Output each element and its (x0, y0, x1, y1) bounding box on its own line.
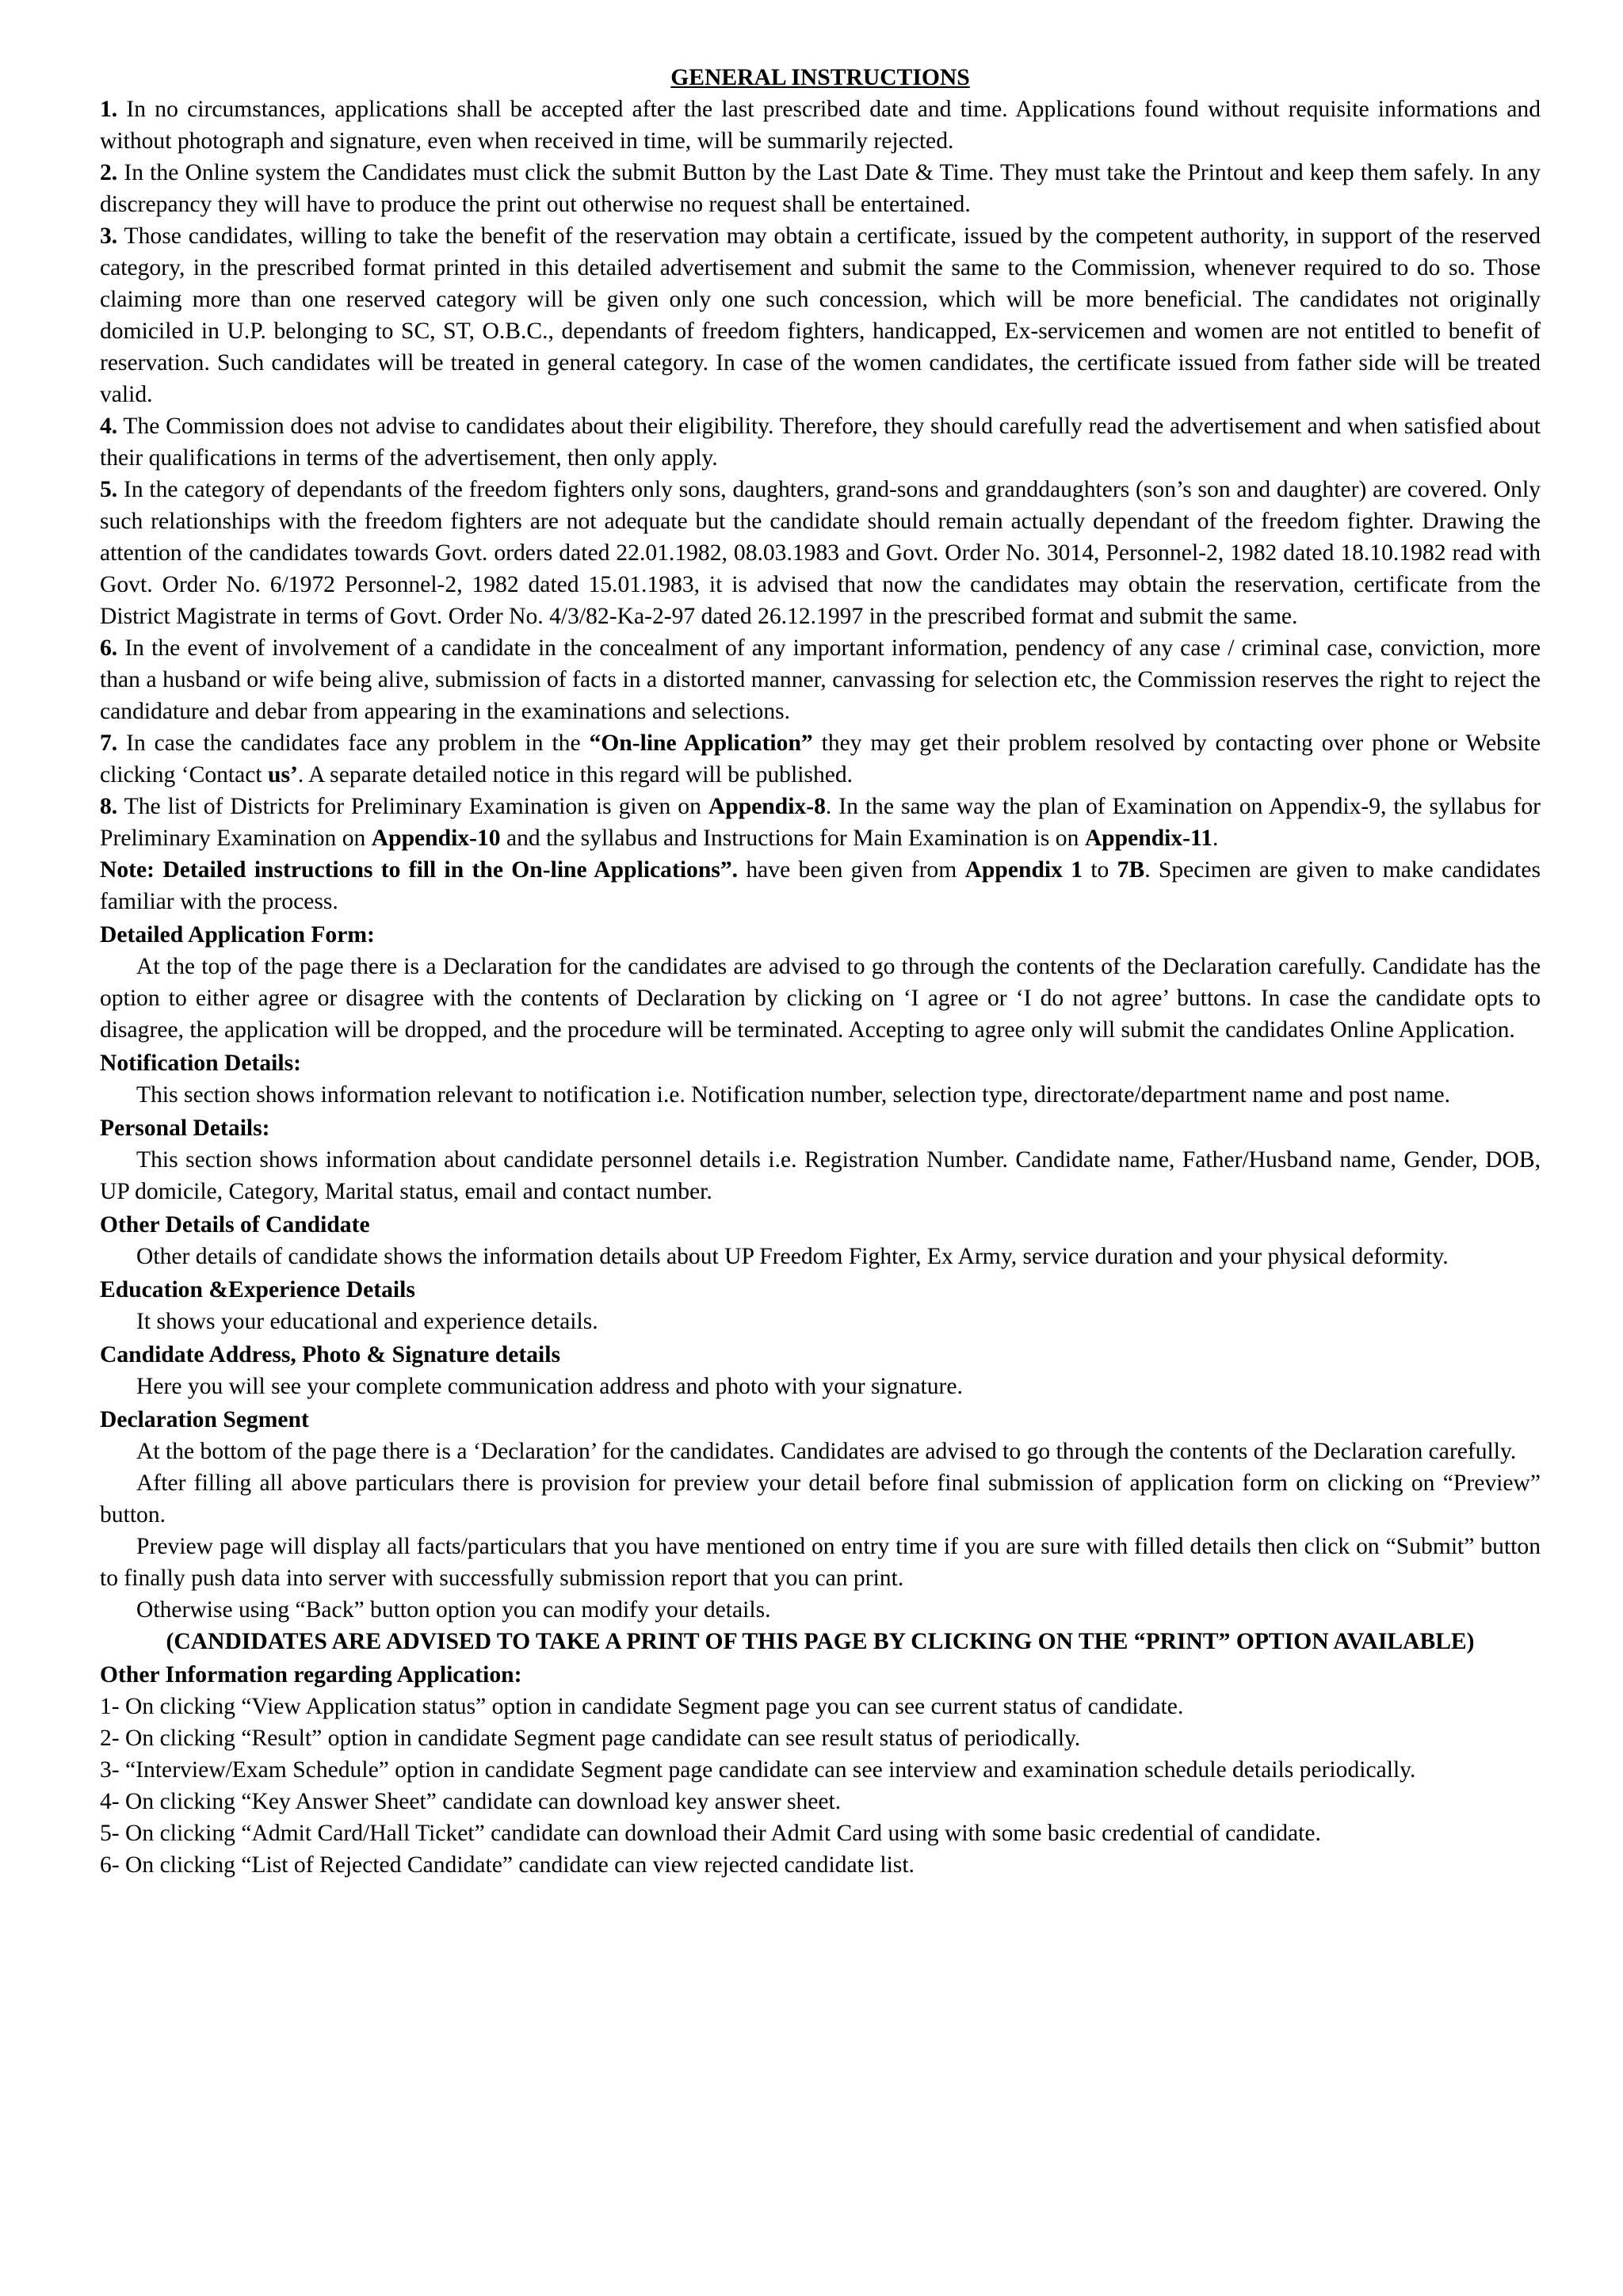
instruction-item-5 (100, 474, 1541, 632)
item-number: 5. (100, 477, 118, 502)
instruction-item-7 (100, 727, 1541, 791)
item-text: In no circumstances, applications shall be accepted after the last prescribed date and time. Applications found without requisite informations and without photograph and signature, even when received in time, will be summarily rejected. (100, 97, 1541, 154)
document-content (100, 62, 1541, 1881)
document-title: GENERAL INSTRUCTIONS (670, 65, 970, 90)
section-text: This section shows information about candidate personnel details i.e. Registration Number. Candidate name, Father/Husband name, Gender, DOB, UP domicile, Category, Marital status, email and contact number. (100, 1147, 1541, 1204)
item-text: and the syllabus and Instructions for Main Examination is on (500, 826, 1085, 851)
other-info-item: 4- On clicking “Key Answer Sheet” candidate can download key answer sheet. (100, 1789, 842, 1814)
declaration-text: Otherwise using “Back” button option you can modify your details. (136, 1597, 771, 1623)
note-text: to (1083, 857, 1117, 883)
declaration-text: At the bottom of the page there is a ‘Declaration’ for the candidates. Candidates are advised to go through the contents of the Declaration carefully. (136, 1439, 1517, 1464)
instruction-item-3 (100, 220, 1541, 410)
note-text: have been given from (738, 857, 965, 883)
item-text: In the event of involvement of a candidate in the concealment of any important information, pendency of any case / criminal case, conviction, more than a husband or wife being alive, submission of facts in a distorted manner, canvassing for selection etc, the Commission reserves the right to reject the candidature and debar from appearing in the examinations and selections. (100, 635, 1541, 724)
instruction-item-6 (100, 632, 1541, 727)
item-text: In the category of dependants of the freedom fighters only sons, daughters, grand-sons and granddaughters (son’s son and daughter) are covered. Only such relationships with the freedom fighters are not adequate but the candidate should remain actually dependant of the freedom fighter. Drawing the attention of the candidates towards Govt. orders dated 22.01.1982, 08.03.1983 and Govt. Order No. 3014, Personnel-2, 1982 dated 18.10.1982 read with Govt. Order No. 6/1972 Personnel-2, 1982 dated 15.01.1983, it is advised that now the candidates may obtain the reservation, certificate from the District Magistrate in terms of Govt. Order No. 4/3/82-Ka-2-97 dated 26.12.1997 in the prescribed format and submit the same. (100, 477, 1541, 629)
item-text: they may get their problem resolved by contacting over phone or Website clicking ‘Contact (100, 730, 1541, 788)
section-heading: Personal Details: (100, 1116, 270, 1141)
print-advice: (CANDIDATES ARE ADVISED TO TAKE A PRINT OF THIS PAGE BY CLICKING ON THE “PRINT” OPTION AVAILABLE) (166, 1629, 1475, 1654)
note-paragraph (100, 854, 1541, 917)
other-info-item: 3- “Interview/Exam Schedule” option in candidate Segment page candidate can see interview and examination schedule details periodically. (100, 1757, 1416, 1783)
item-number: 7. (100, 730, 118, 756)
declaration-text: Preview page will display all facts/particulars that you have mentioned on entry time if you are sure with filled details then click on “Submit” button to finally push data into server with successfully submission report that you can print. (100, 1534, 1541, 1591)
item-text: The Commission does not advise to candidates about their eligibility. Therefore, they should carefully read the advertisement and when satisfied about their qualifications in terms of the advertisement, then only apply. (100, 414, 1541, 471)
other-info-item: 2- On clicking “Result” option in candidate Segment page candidate can see result status of periodically. (100, 1726, 1081, 1751)
item-number: 6. (100, 635, 118, 661)
item-text: In case the candidates face any problem in the (117, 730, 590, 756)
section-text: Here you will see your complete communication address and photo with your signature. (136, 1374, 963, 1399)
appendix-ref: Appendix-10 (371, 826, 501, 851)
section-text: At the top of the page there is a Declaration for the candidates are advised to go through the contents of the Declaration carefully. Candidate has the option to either agree or disagree with the contents of Declaration by clicking on ‘I agree or ‘I do not agree’ buttons. In case the candidate opts to disagree, the application will be dropped, and the procedure will be terminated. Accepting to agree only will submit the candidates Online Application. (100, 954, 1541, 1043)
other-info-item: 5- On clicking “Admit Card/Hall Ticket” candidate can download their Admit Card using with some basic credential of candidate. (100, 1821, 1321, 1846)
contact-us-label: us’ (268, 762, 298, 788)
appendix-ref: Appendix-11 (1084, 826, 1212, 851)
declaration-heading: Declaration Segment (100, 1407, 309, 1432)
declaration-text: After filling all above particulars there is provision for preview your detail before final submission of application form on clicking on “Preview” button. (100, 1470, 1541, 1527)
instruction-item-1 (100, 93, 1541, 157)
section-heading: Education &Experience Details (100, 1277, 415, 1302)
section-text: Other details of candidate shows the information details about UP Freedom Fighter, Ex Army, service duration and your physical deformity. (136, 1244, 1449, 1269)
note-text: . Specimen are given to make candidates familiar with the process. (100, 857, 1541, 914)
instruction-item-4 (100, 410, 1541, 474)
other-info-item: 1- On clicking “View Application status” option in candidate Segment page you can see current status of candidate. (100, 1694, 1184, 1719)
item-number: 3. (100, 223, 118, 249)
item-number: 8. (100, 794, 118, 819)
other-info-item: 6- On clicking “List of Rejected Candidate” candidate can view rejected candidate list. (100, 1852, 915, 1878)
item-number: 1. (100, 97, 118, 122)
item-text: In the Online system the Candidates must click the submit Button by the Last Date & Time. They must take the Printout and keep them safely. In any discrepancy they will have to produce the print out otherwise no request shall be entertained. (100, 160, 1541, 217)
item-text: . A separate detailed notice in this regard will be published. (297, 762, 854, 788)
item-number: 4. (100, 414, 118, 439)
section-text: This section shows information relevant to notification i.e. Notification number, selection type, directorate/department name and post name. (136, 1082, 1451, 1108)
item-text: Those candidates, willing to take the benefit of the reservation may obtain a certificate, issued by the competent authority, in support of the reserved category, in the prescribed format printed in this detailed advertisement and submit the same to the Commission, whenever required to do so. Those claiming more than one reserved category will be given only one such concession, which will be more beneficial. The candidates not originally domiciled in U.P. belonging to SC, ST, O.B.C., dependants of freedom fighters, handicapped, Ex-servicemen and women are not entitled to benefit of reservation. Such candidates will be treated in general category. In case of the women candidates, the certificate issued from father side will be treated valid. (100, 223, 1541, 407)
item-text: . (1212, 826, 1219, 851)
instruction-item-2 (100, 157, 1541, 220)
item-text: The list of Districts for Preliminary Examination is given on (117, 794, 708, 819)
online-application-label: “On-line Application” (589, 730, 813, 756)
section-heading: Other Details of Candidate (100, 1212, 370, 1238)
item-text: . In the same way the plan of Examination on Appendix-9, the syllabus for Preliminary Examination on (100, 794, 1541, 851)
appendix-ref: Appendix-8 (708, 794, 826, 819)
section-heading: Detailed Application Form: (100, 922, 375, 948)
appendix-ref: 7B (1117, 857, 1145, 883)
appendix-ref: Appendix 1 (964, 857, 1083, 883)
section-heading: Notification Details: (100, 1051, 301, 1076)
section-text: It shows your educational and experience details. (136, 1309, 598, 1334)
note-label: Note: Detailed instructions to fill in the On-line Applications”. (100, 857, 739, 883)
item-number: 2. (100, 160, 118, 185)
other-info-heading: Other Information regarding Application: (100, 1662, 522, 1688)
section-heading: Candidate Address, Photo & Signature details (100, 1342, 560, 1367)
instruction-item-8 (100, 791, 1541, 854)
